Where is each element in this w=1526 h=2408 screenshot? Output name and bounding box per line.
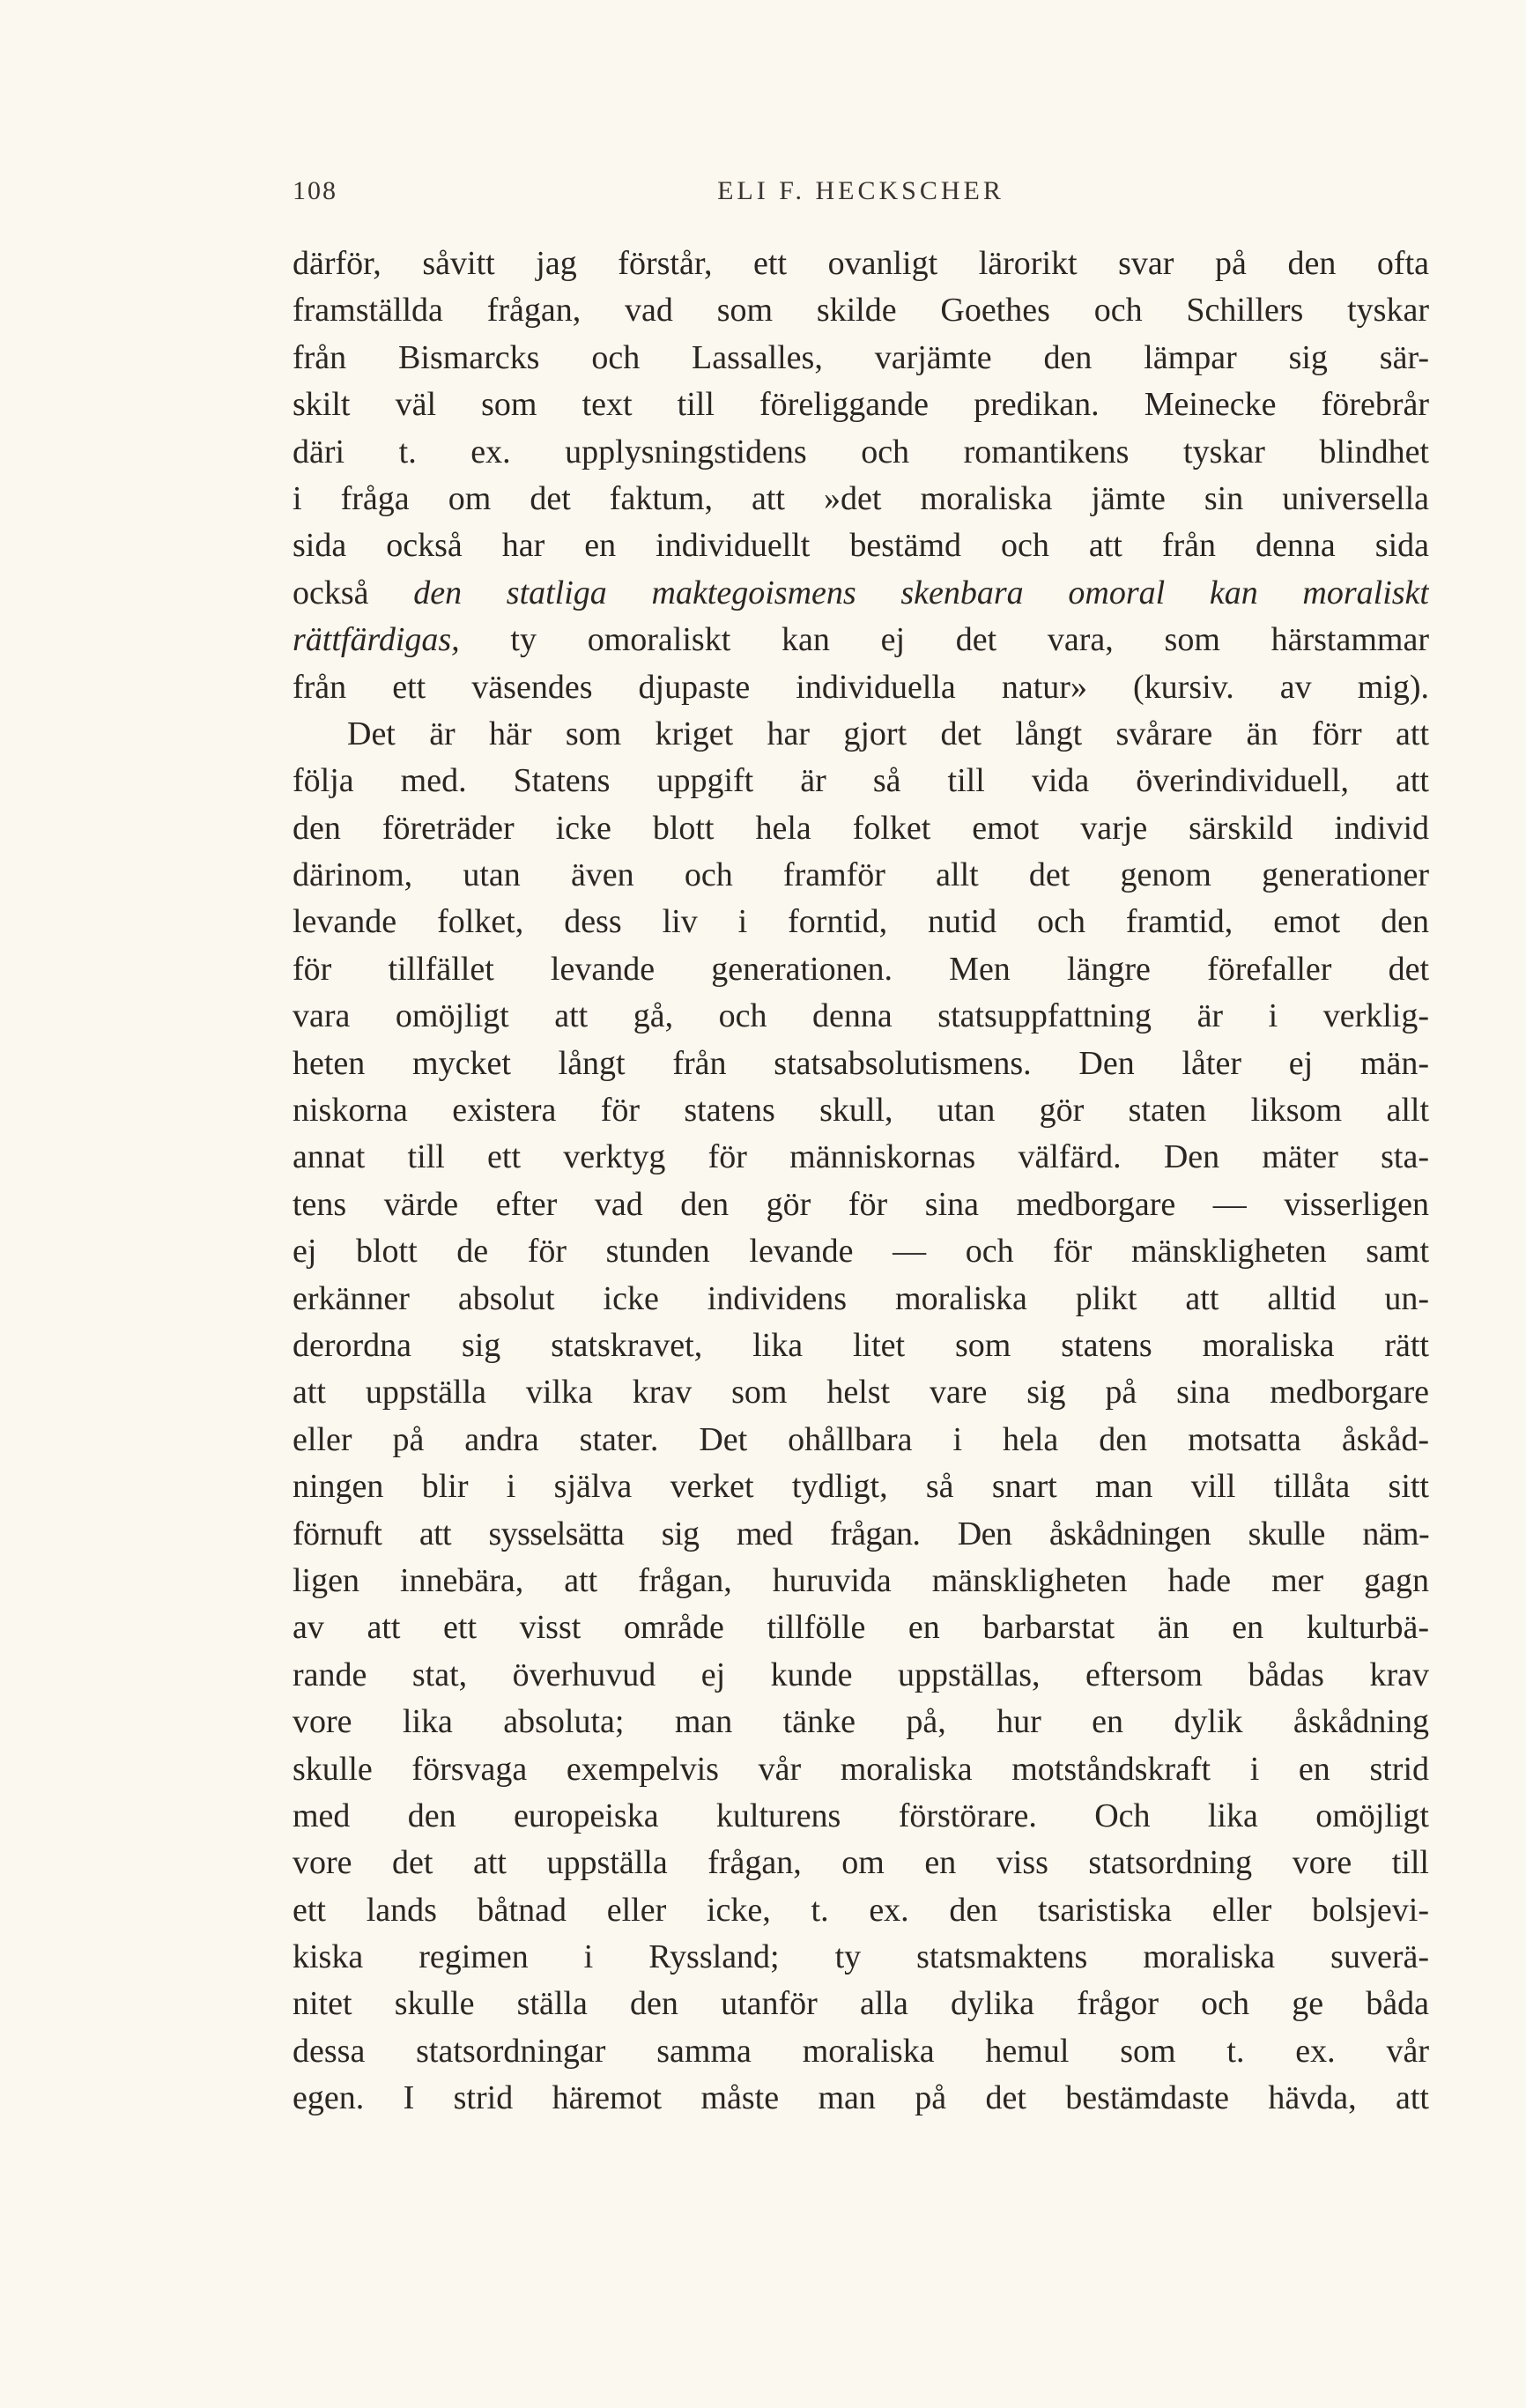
text-line: ett lands båtnad eller icke, t. ex. den tsaristiska eller bolsjevi-	[293, 1891, 1429, 1929]
text-line: dessa statsordningar samma moraliska hemul som t. ex. vår	[293, 2032, 1429, 2070]
text-line: att uppställa vilka krav som helst vare sig på sina medborgare	[293, 1374, 1429, 1411]
text-line: annat till ett verktyg för människornas välfärd. Den mäter sta-	[293, 1138, 1429, 1176]
text-line: från Bismarcks och Lassalles, varjämte den lämpar sig sär-	[293, 338, 1429, 376]
text-line: vara omöjligt att gå, och denna statsuppfattning är i verklig-	[293, 997, 1429, 1035]
text-line: derordna sig statskravet, lika litet som statens moraliska rätt	[293, 1326, 1429, 1364]
text-line: eller på andra stater. Det ohållbara i hela den motsatta åskåd-	[293, 1420, 1429, 1458]
text-line: följa med. Statens uppgift är så till vida överindividuell, att	[293, 762, 1429, 800]
text-line: för tillfället levande generationen. Men längre förefaller det	[293, 950, 1429, 988]
text-line: från ett väsendes djupaste individuella natur» (kursiv. av mig).	[293, 668, 1429, 706]
italic-segment: rättfärdigas,	[293, 621, 460, 659]
text-line: därinom, utan även och framför allt det genom generationer	[293, 856, 1429, 894]
text-line: rande stat, överhuvud ej kunde uppställas, eftersom bådas krav	[293, 1656, 1429, 1693]
text-line: levande folket, dess liv i forntid, nutid och framtid, emot den	[293, 903, 1429, 941]
running-head	[293, 176, 1429, 211]
text-line: den företräder icke blott hela folket emot varje särskild individ	[293, 809, 1429, 847]
text-line: med den europeiska kulturens förstörare. Och lika omöjligt	[293, 1797, 1429, 1834]
text-line: därför, såvitt jag förstår, ett ovanligt lärorikt svar på den ofta	[293, 245, 1429, 282]
text-line: egen. I strid häremot måste man på det bestämdaste hävda, att	[293, 2079, 1429, 2117]
text-line: vore det att uppställa frågan, om en viss statsordning vore till	[293, 1844, 1429, 1882]
text-line: ej blott de för stunden levande — och för mänskligheten samt	[293, 1233, 1429, 1271]
text-line: i fråga om det faktum, att »det moraliska jämte sin universella	[293, 479, 1429, 517]
text-line: vore lika absoluta; man tänke på, hur en dylik åskådning	[293, 1703, 1429, 1741]
text-line: ligen innebära, att frågan, huruvida mänskligheten hade mer gagn	[293, 1561, 1429, 1599]
text-line: heten mycket långt från statsabsolutismens. Den låter ej män-	[293, 1044, 1429, 1082]
text-line-mixed	[293, 617, 1429, 663]
text-segment: också	[293, 574, 414, 611]
text-line: erkänner absolut icke individens moraliska plikt att alltid un-	[293, 1279, 1429, 1317]
italic-segment: den statliga maktegoismens skenbara omoral kan moraliskt	[413, 574, 1429, 611]
text-line: sida också har en individuellt bestämd och att från denna sida	[293, 527, 1429, 565]
text-line: förnuft att sysselsätta sig med frågan. Den åskådningen skulle näm-	[293, 1515, 1429, 1552]
paragraph-start-line: Det är här som kriget har gjort det långt svårare än förr att	[347, 715, 1429, 752]
text-line: tens värde efter vad den gör för sina medborgare — visserligen	[293, 1185, 1429, 1223]
text-segment: ty omoraliskt kan ej det vara, som härstammar	[459, 621, 1429, 659]
text-line: av att ett visst område tillfölle en barbarstat än en kulturbä-	[293, 1609, 1429, 1647]
text-line: nitet skulle ställa den utanför alla dylika frågor och ge båda	[293, 1985, 1429, 2023]
text-line: skulle försvaga exempelvis vår moraliska motståndskraft i en strid	[293, 1750, 1429, 1788]
text-line: framställda frågan, vad som skilde Goethes och Schillers tyskar	[293, 292, 1429, 330]
running-title: ELI F. HECKSCHER	[717, 176, 1004, 205]
body-text	[293, 241, 1429, 2123]
page-number: 108	[293, 176, 337, 205]
text-line: ningen blir i själva verket tydligt, så snart man vill tillåta sitt	[293, 1468, 1429, 1506]
text-line-mixed	[293, 570, 1429, 617]
text-line: kiska regimen i Ryssland; ty statsmaktens moraliska suverä-	[293, 1938, 1429, 1976]
text-line: niskorna existera för statens skull, utan gör staten liksom allt	[293, 1092, 1429, 1130]
text-line: däri t. ex. upplysningstidens och romantikens tyskar blindhet	[293, 433, 1429, 470]
text-line: skilt väl som text till föreliggande predikan. Meinecke förebrår	[293, 386, 1429, 424]
